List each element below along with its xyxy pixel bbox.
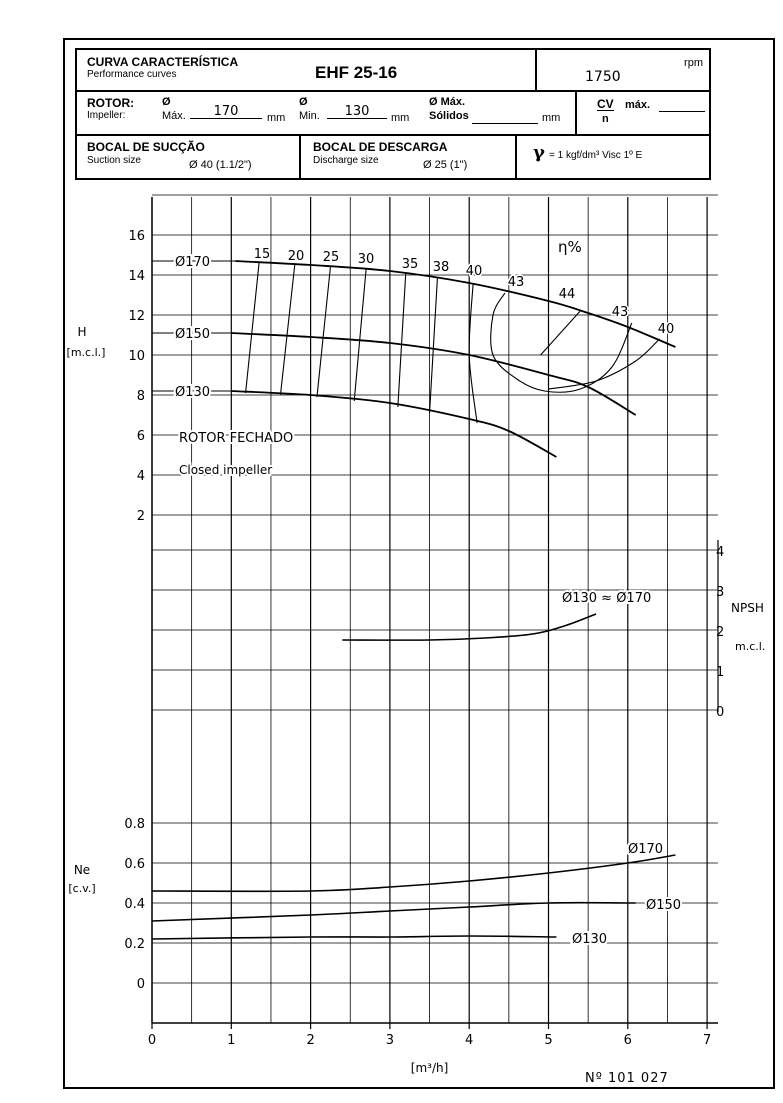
efficiency-label: 15 [253, 247, 271, 262]
suction-value: Ø 40 (1.1/2") [189, 159, 252, 171]
rpm-label: rpm [684, 57, 703, 69]
labels [67, 229, 766, 1075]
h-tick-label: 4 [136, 469, 145, 484]
npsh-curve-label: Ø130 ≈ Ø170 [562, 591, 652, 606]
h-tick-label: 16 [128, 229, 145, 244]
x-tick-label: 0 [147, 1033, 157, 1048]
title-en: Performance curves [87, 69, 177, 80]
impeller-label: Impeller: [87, 110, 126, 121]
efficiency-label: 20 [287, 249, 305, 264]
npsh-tick-label: 4 [716, 545, 725, 560]
x-tick-label: 7 [702, 1033, 712, 1048]
min-label: Min. [299, 110, 320, 122]
efficiency-isoline-30 [354, 269, 366, 401]
solids-label: Sólidos [429, 110, 469, 122]
head-curve-label: Ø130 [175, 385, 211, 400]
efficiency-isoline-35 [398, 273, 406, 407]
power-tick-label: 0.4 [124, 897, 145, 912]
efficiency-loop-43 [491, 293, 632, 392]
h-tick-label: 2 [136, 509, 145, 524]
gamma-text: = 1 kgf/dm³ Visc 1º E [549, 150, 643, 161]
x-axis-label: [m³/h] [410, 1061, 449, 1075]
efficiency-isoline-40 [469, 283, 477, 423]
x-tick-label: 5 [544, 1033, 553, 1048]
power-axis-unit: [c.v.] [68, 882, 96, 895]
head-curve-Ø170 [235, 261, 675, 347]
power-curve-Ø150 [152, 903, 636, 921]
cv-label: CV [597, 97, 614, 111]
efficiency-label: 30 [357, 252, 375, 267]
discharge-value: Ø 25 (1") [423, 159, 468, 171]
efficiency-label: 38 [432, 260, 450, 275]
head-curve-Ø130 [231, 391, 556, 457]
power-curve-label: Ø130 [572, 932, 608, 947]
h-axis-unit: [m.c.l.] [66, 346, 106, 359]
npsh-tick-label: 1 [716, 665, 725, 680]
efficiency-label: 43 [507, 275, 525, 290]
npsh-tick-label: 0 [716, 705, 725, 720]
suction-en: Suction size [87, 155, 141, 166]
rotor-fechado-note: ROTOR FECHADO [179, 431, 294, 446]
power-tick-label: 0 [136, 977, 145, 992]
rotor-label: ROTOR: [87, 96, 135, 110]
efficiency-isoline-20 [280, 265, 294, 395]
max-label: Máx. [162, 110, 186, 122]
efficiency-label: 40 [465, 264, 483, 279]
cv-max-label: máx. [625, 99, 651, 111]
gamma-symbol: γ [533, 142, 545, 163]
dia-symbol-1: Ø [162, 96, 171, 108]
npsh-axis-unit: m.c.l. [735, 640, 766, 653]
h-tick-label: 8 [136, 389, 145, 404]
power-curve-label: Ø150 [646, 898, 682, 913]
suction-pt: BOCAL DE SUCÇÃO [87, 140, 205, 154]
npsh-tick-label: 2 [716, 625, 725, 640]
h-tick-label: 14 [128, 269, 145, 284]
solids-max-label: Ø Máx. [429, 96, 466, 108]
discharge-pt: BOCAL DE DESCARGA [313, 140, 448, 154]
model-name: EHF 25-16 [315, 63, 398, 82]
x-tick-label: 6 [623, 1033, 632, 1048]
power-curve-Ø130 [152, 936, 556, 939]
power-tick-label: 0.6 [124, 857, 145, 872]
mm-2: mm [391, 112, 410, 124]
power-tick-label: 0.2 [124, 937, 145, 952]
max-value: 170 [190, 105, 262, 119]
n-label: n [602, 113, 609, 125]
head-curve-label: Ø170 [175, 255, 211, 270]
mm-3: mm [542, 112, 561, 124]
discharge-en: Discharge size [313, 155, 379, 166]
title-pt: CURVA CARACTERÍSTICA [87, 55, 239, 69]
power-curve-Ø170 [152, 855, 675, 891]
h-axis-label: H [77, 325, 87, 339]
h-tick-label: 10 [128, 349, 145, 364]
mm-1: mm [267, 112, 286, 124]
closed-impeller-note: Closed impeller [179, 463, 273, 477]
x-tick-label: 3 [385, 1033, 395, 1048]
efficiency-label: 43 [611, 305, 629, 320]
efficiency-symbol: η% [558, 238, 582, 256]
rpm-value: 1750 [585, 69, 621, 85]
npsh-axis-label: NPSH [731, 601, 764, 615]
npsh-tick-label: 3 [716, 585, 725, 600]
power-axis-label: Ne [73, 863, 91, 877]
efficiency-isoline-44 [541, 311, 581, 355]
x-tick-label: 1 [227, 1033, 236, 1048]
min-value: 130 [327, 105, 387, 119]
power-curve-label: Ø170 [628, 842, 664, 857]
efficiency-label: 40 [657, 322, 675, 337]
efficiency-isoline-25 [317, 267, 330, 397]
h-tick-label: 12 [128, 309, 145, 324]
efficiency-isoline-15 [246, 263, 259, 393]
efficiency-isoline-40-right [549, 339, 660, 389]
head-curve-label: Ø150 [175, 327, 211, 342]
efficiency-label: 35 [401, 257, 419, 272]
doc-number: Nº 101 027 [585, 1071, 669, 1086]
efficiency-isoline-38 [430, 277, 438, 413]
efficiency-label: 44 [558, 287, 576, 302]
power-tick-label: 0.8 [124, 817, 145, 832]
h-tick-label: 6 [136, 429, 145, 444]
dia-symbol-2: Ø [299, 96, 308, 108]
x-tick-label: 4 [465, 1033, 474, 1048]
efficiency-label: 25 [322, 250, 340, 265]
x-tick-label: 2 [306, 1033, 315, 1048]
